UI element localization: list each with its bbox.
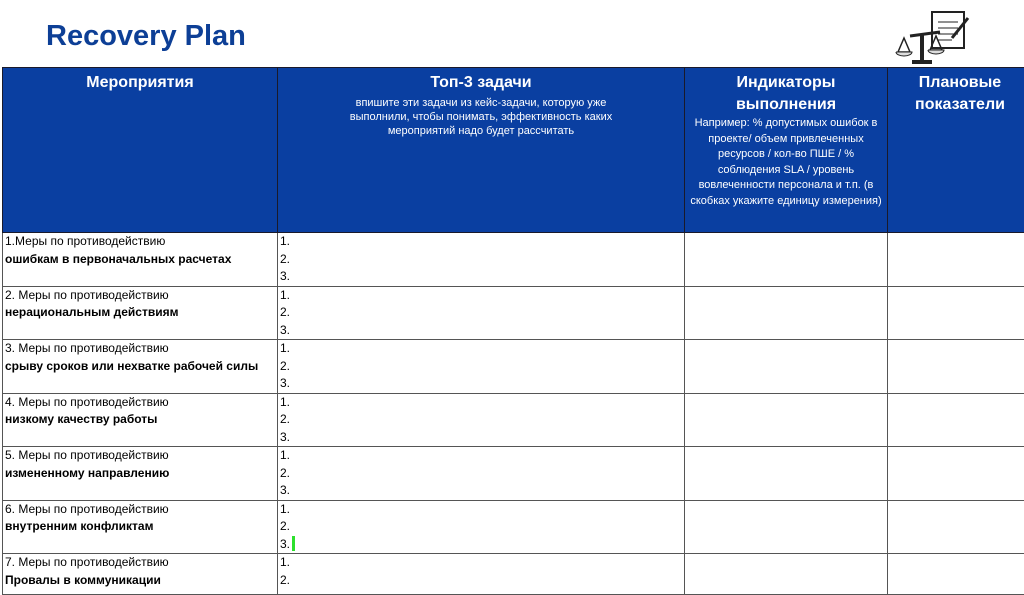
header-row (3, 68, 1024, 233)
table-row (3, 500, 1024, 554)
tasks-cell[interactable] (278, 447, 685, 501)
table-row (3, 447, 1024, 501)
table-row (3, 554, 1024, 595)
activity-cell: 2. Меры по противодействию нерациональным действиям (3, 286, 278, 340)
indicators-cell[interactable] (685, 500, 888, 554)
targets-cell[interactable] (888, 447, 1024, 501)
task-line[interactable]: 3. (280, 429, 682, 447)
task-line[interactable]: 1. (280, 501, 682, 519)
activity-cell: 1.Меры по противодействию ошибкам в первоначальных расчетах (3, 233, 278, 287)
table-row (3, 286, 1024, 340)
task-line[interactable]: 2. (280, 411, 682, 429)
activity-cell: 7. Меры по противодействию Провалы в коммуникации (3, 554, 278, 595)
task-line[interactable]: 1. (280, 554, 682, 572)
tasks-cell[interactable] (278, 233, 685, 287)
task-line[interactable]: 2. (280, 251, 682, 269)
header-targets: Плановые показатели (888, 68, 1024, 233)
table-row (3, 393, 1024, 447)
tasks-cell[interactable] (278, 500, 685, 554)
table-row (3, 233, 1024, 287)
targets-cell[interactable] (888, 500, 1024, 554)
header-indicators: Индикаторы выполнения Например: % допустимых ошибок в проекте/ объем привлеченных ресурсов / кол-во ПШЕ / % соблюдения SLA / уровень вовлеченности персонала и т.п. (в скобках укажите единицу измерения) (685, 68, 888, 233)
indicators-cell[interactable] (685, 286, 888, 340)
task-line[interactable]: 1. (280, 233, 682, 251)
task-line[interactable]: 1. (280, 394, 682, 412)
activity-cell: 4. Меры по противодействию низкому качеству работы (3, 393, 278, 447)
scales-document-icon (890, 8, 970, 66)
task-line[interactable]: 1. (280, 287, 682, 305)
indicators-cell[interactable] (685, 233, 888, 287)
indicators-cell[interactable] (685, 340, 888, 394)
header-activities: Мероприятия (3, 68, 278, 233)
targets-cell[interactable] (888, 233, 1024, 287)
header-subtitle: впишите эти задачи из кейс-задачи, которую уже выполнили, чтобы понимать, эффективность каких мероприятий надо будет рассчитать (280, 96, 682, 138)
header-subtitle: Например: % допустимых ошибок в проекте/ объем привлеченных ресурсов / кол-во ПШЕ / % соблюдения SLA / уровень вовлеченности персонала и т.п. (в скобках укажите единицу измерения) (687, 116, 885, 209)
tasks-cell[interactable] (278, 340, 685, 394)
task-line[interactable]: 2. (280, 518, 682, 536)
activity-cell: 6. Меры по противодействию внутренним конфликтам (3, 500, 278, 554)
tasks-cell[interactable] (278, 286, 685, 340)
targets-cell[interactable] (888, 393, 1024, 447)
targets-cell[interactable] (888, 286, 1024, 340)
task-line[interactable]: 1. (280, 447, 682, 465)
task-line[interactable]: 3. (280, 482, 682, 500)
task-line[interactable]: 2. (280, 465, 682, 483)
indicators-cell[interactable] (685, 447, 888, 501)
task-line[interactable]: 2. (280, 304, 682, 322)
activity-cell: 5. Меры по противодействию измененному направлению (3, 447, 278, 501)
table-row (3, 340, 1024, 394)
tasks-cell[interactable] (278, 393, 685, 447)
task-line[interactable]: 2. (280, 572, 682, 590)
targets-cell[interactable] (888, 554, 1024, 595)
task-line[interactable]: 3. (280, 268, 682, 286)
indicators-cell[interactable] (685, 393, 888, 447)
activity-cell: 3. Меры по противодействию срыву сроков или нехватке рабочей силы (3, 340, 278, 394)
task-line[interactable]: 3. (280, 375, 682, 393)
task-line[interactable]: 1. (280, 340, 682, 358)
recovery-plan-table (2, 67, 1024, 595)
task-line[interactable]: 3. (280, 536, 682, 554)
tasks-cell[interactable] (278, 554, 685, 595)
task-line[interactable]: 2. (280, 358, 682, 376)
task-line[interactable]: 3. (280, 322, 682, 340)
indicators-cell[interactable] (685, 554, 888, 595)
header-top3-tasks: Топ-3 задачи впишите эти задачи из кейс-задачи, которую уже выполнили, чтобы понимать, эффективность каких мероприятий надо будет рассчитать (278, 68, 685, 233)
text-cursor (292, 536, 295, 551)
targets-cell[interactable] (888, 340, 1024, 394)
page-title: Recovery Plan (46, 20, 246, 53)
